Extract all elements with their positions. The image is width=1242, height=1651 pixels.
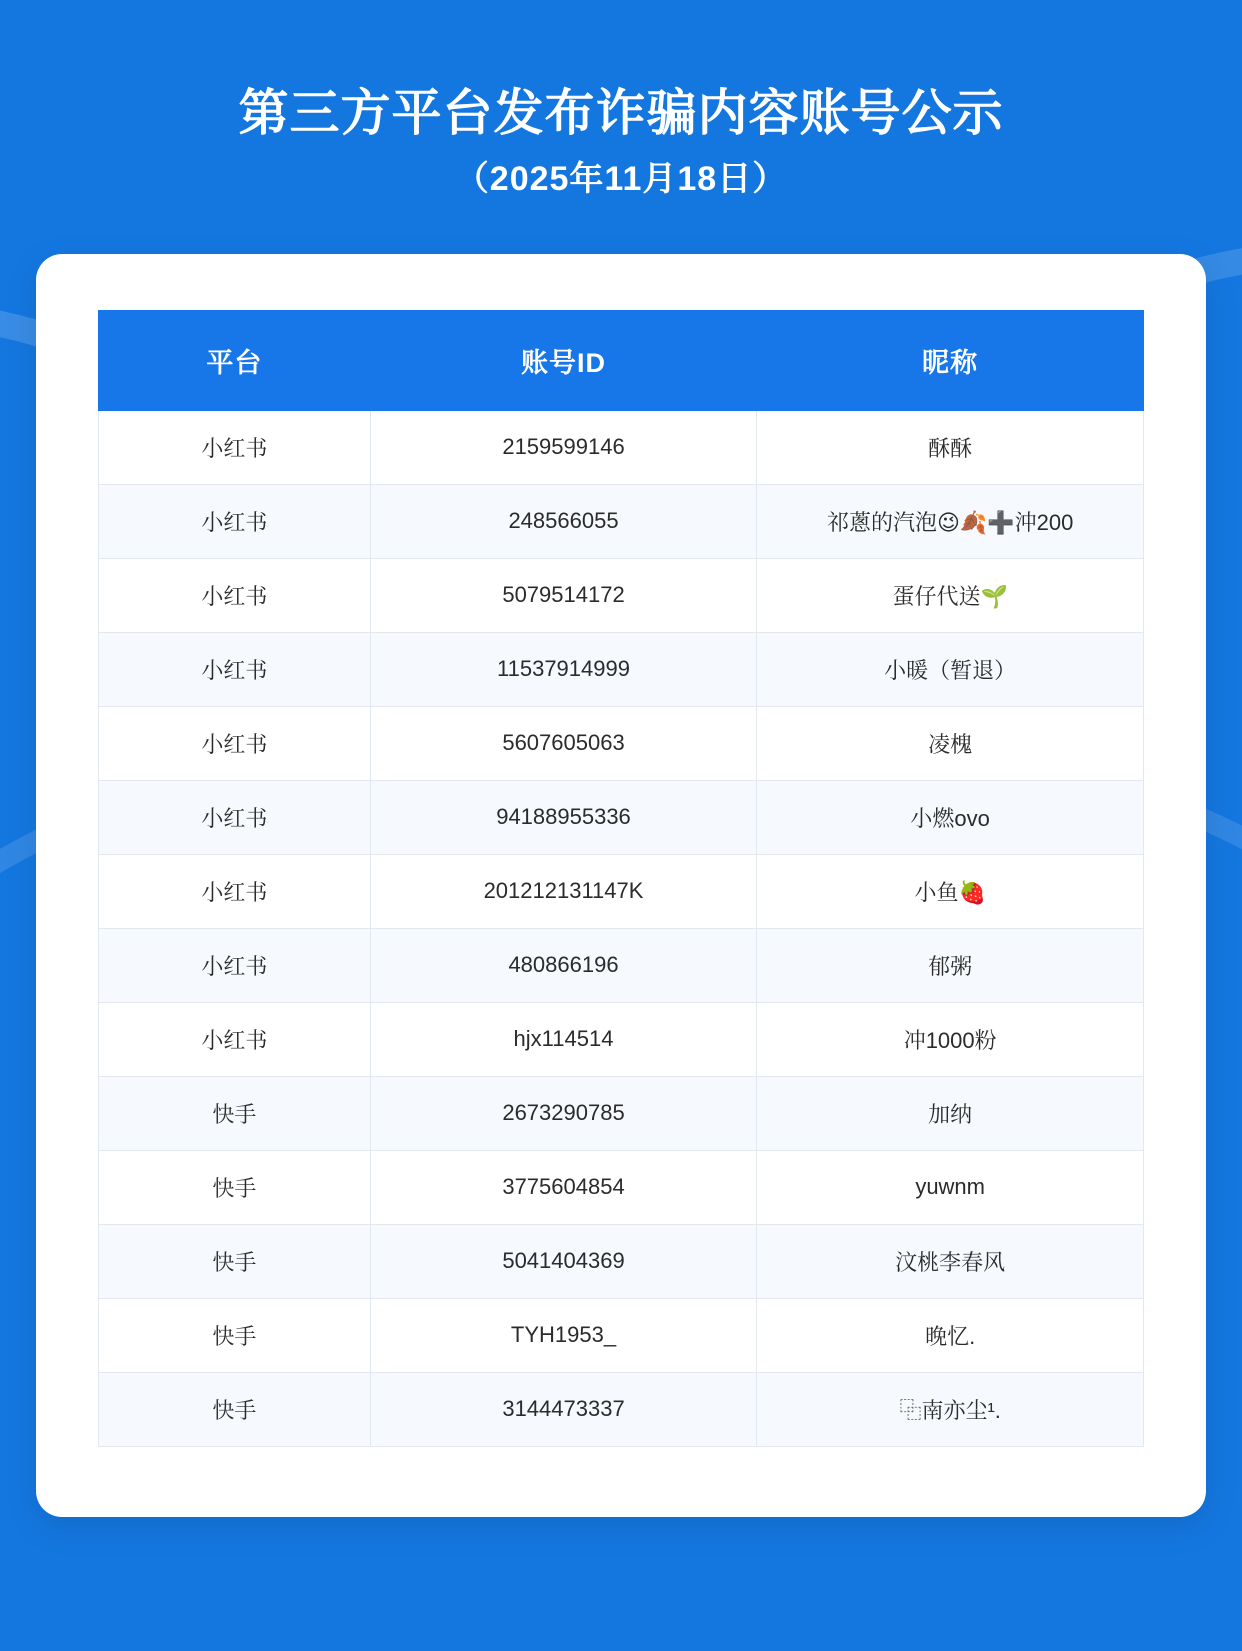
- cell-platform: 小红书: [99, 854, 371, 928]
- column-header-nickname: 昵称: [757, 310, 1144, 410]
- table-row: [99, 1150, 1144, 1224]
- cell-nickname: 祁蔥的汽泡😉🍂➕沖200: [757, 484, 1144, 558]
- table-header-row: [99, 310, 1144, 410]
- cell-account-id: 248566055: [370, 484, 757, 558]
- accounts-table: [98, 310, 1144, 1447]
- cell-platform: 快手: [99, 1150, 371, 1224]
- page-header: [0, 0, 1242, 200]
- cell-account-id: 5079514172: [370, 558, 757, 632]
- table-row: [99, 1002, 1144, 1076]
- cell-account-id: 94188955336: [370, 780, 757, 854]
- cell-platform: 小红书: [99, 558, 371, 632]
- table-row: [99, 1224, 1144, 1298]
- cell-platform: 快手: [99, 1224, 371, 1298]
- table-row: [99, 780, 1144, 854]
- cell-nickname: 酥酥: [757, 410, 1144, 484]
- table-row: [99, 484, 1144, 558]
- cell-account-id: TYH1953_: [370, 1298, 757, 1372]
- cell-account-id: hjx114514: [370, 1002, 757, 1076]
- cell-nickname: 凌槐: [757, 706, 1144, 780]
- cell-nickname: 郁粥: [757, 928, 1144, 1002]
- cell-nickname: 蛋仔代送🌱: [757, 558, 1144, 632]
- table-row: [99, 706, 1144, 780]
- cell-account-id: 3144473337: [370, 1372, 757, 1446]
- cell-platform: 小红书: [99, 1002, 371, 1076]
- table-row: [99, 928, 1144, 1002]
- cell-account-id: 2159599146: [370, 410, 757, 484]
- cell-nickname: 冲1000粉: [757, 1002, 1144, 1076]
- cell-platform: 小红书: [99, 632, 371, 706]
- cell-account-id: 5041404369: [370, 1224, 757, 1298]
- column-header-platform: 平台: [99, 310, 371, 410]
- cell-account-id: 5607605063: [370, 706, 757, 780]
- table-row: [99, 1372, 1144, 1446]
- cell-nickname: 小暖（暂退）: [757, 632, 1144, 706]
- cell-nickname: 小燃ovo: [757, 780, 1144, 854]
- content-card: [36, 254, 1206, 1517]
- cell-platform: 小红书: [99, 928, 371, 1002]
- cell-account-id: 2673290785: [370, 1076, 757, 1150]
- table-row: [99, 410, 1144, 484]
- bottom-spacer: [0, 1517, 1242, 1577]
- column-header-account-id: 账号ID: [370, 310, 757, 410]
- cell-platform: 快手: [99, 1372, 371, 1446]
- cell-nickname: 晚忆.: [757, 1298, 1144, 1372]
- cell-account-id: 480866196: [370, 928, 757, 1002]
- table-row: [99, 854, 1144, 928]
- table-row: [99, 558, 1144, 632]
- cell-account-id: 201212131147K: [370, 854, 757, 928]
- cell-nickname: ⿻南亦尘¹.: [757, 1372, 1144, 1446]
- table-header: [99, 310, 1144, 410]
- cell-platform: 小红书: [99, 780, 371, 854]
- table-body: [99, 410, 1144, 1446]
- cell-account-id: 3775604854: [370, 1150, 757, 1224]
- cell-nickname: 加纳: [757, 1076, 1144, 1150]
- cell-platform: 快手: [99, 1298, 371, 1372]
- table-row: [99, 1298, 1144, 1372]
- cell-platform: 小红书: [99, 410, 371, 484]
- cell-nickname: 汶桃李春风: [757, 1224, 1144, 1298]
- cell-nickname: yuwnm: [757, 1150, 1144, 1224]
- page-title: 第三方平台发布诈骗内容账号公示: [238, 85, 1004, 141]
- cell-platform: 小红书: [99, 484, 371, 558]
- cell-nickname: 小鱼🍓: [757, 854, 1144, 928]
- page-subtitle: （2025年11月18日）: [454, 159, 788, 198]
- cell-platform: 快手: [99, 1076, 371, 1150]
- cell-account-id: 11537914999: [370, 632, 757, 706]
- cell-platform: 小红书: [99, 706, 371, 780]
- table-row: [99, 632, 1144, 706]
- table-row: [99, 1076, 1144, 1150]
